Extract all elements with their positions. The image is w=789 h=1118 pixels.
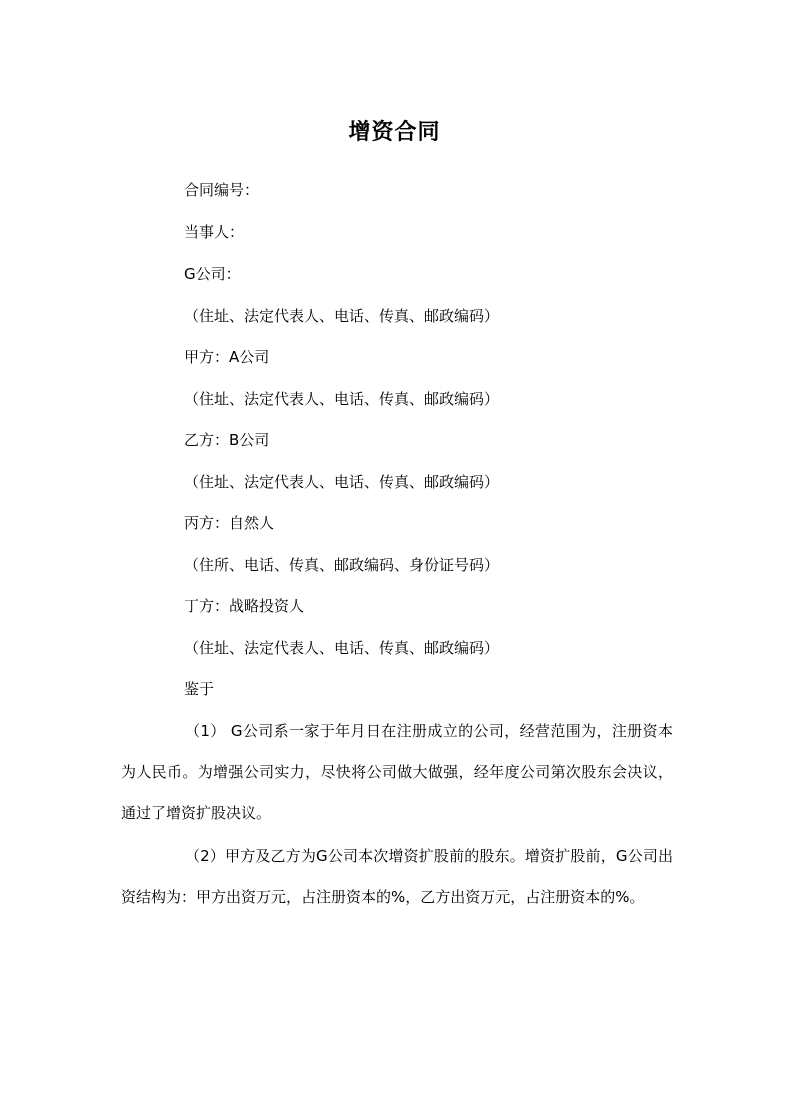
- recital-paragraph-1: （1） G公司系一家于年月日在注册成立的公司，经营范围为，注册资本为人民币。为增强公司实力，尽快将公司做大做强，经年度公司第次股东会决议，通过了增资扩股决议。: [121, 722, 673, 822]
- parties-label: 当事人：: [184, 223, 245, 241]
- party-b-details: （住址、法定代表人、电话、传真、邮政编码）: [184, 473, 500, 491]
- whereas-label: 鉴于: [184, 680, 215, 698]
- document-title: 增资合同: [348, 119, 441, 145]
- party-a-company: 甲方：A公司: [184, 348, 270, 366]
- party-d-investor: 丁方：战略投资人: [184, 597, 305, 615]
- party-a-details: （住址、法定代表人、电话、传真、邮政编码）: [184, 390, 500, 408]
- party-g-details: （住址、法定代表人、电话、传真、邮政编码）: [184, 307, 500, 325]
- party-c-person: 丙方：自然人: [184, 514, 275, 532]
- party-b-company: 乙方：B公司: [184, 431, 270, 449]
- party-c-details: （住所、电话、传真、邮政编码、身份证号码）: [184, 556, 500, 574]
- contract-number-label: 合同编号：: [184, 181, 260, 199]
- party-d-details: （住址、法定代表人、电话、传真、邮政编码）: [184, 639, 500, 657]
- party-g-company: G公司：: [184, 265, 241, 283]
- recital-paragraph-2: （2）甲方及乙方为G公司本次增资扩股前的股东。增资扩股前，G公司出资结构为：甲方出资万元，占注册资本的%，乙方出资万元，占注册资本的%。: [121, 847, 673, 906]
